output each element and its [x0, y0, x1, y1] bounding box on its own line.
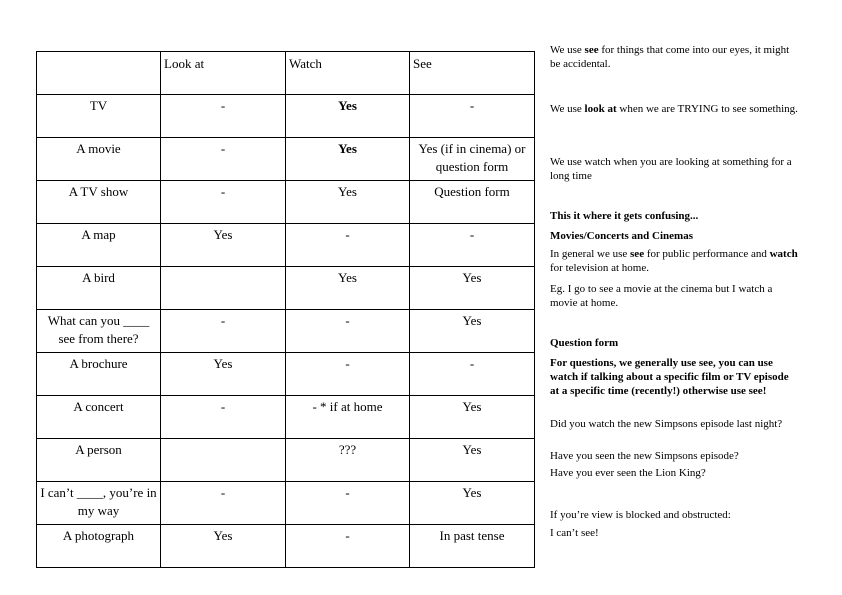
- row-label: A brochure: [37, 353, 161, 396]
- table-row: [37, 439, 535, 482]
- note-blocked: If you’re view is blocked and obstructed:: [550, 509, 731, 521]
- table-row: [37, 525, 535, 568]
- cell-watch: - * if at home: [286, 396, 410, 439]
- cell-look-at: -: [161, 310, 286, 353]
- note-cant-see: I can’t see!: [550, 527, 599, 539]
- cell-watch: Yes: [286, 95, 410, 138]
- table-row: [37, 310, 535, 353]
- question-example-3: Have you ever seen the Lion King?: [550, 467, 706, 479]
- note-text: We use: [550, 44, 585, 56]
- note-text: for things that come into our eyes, it might be accidental.: [550, 44, 790, 70]
- cell-see: In past tense: [410, 525, 535, 568]
- table-row: [37, 181, 535, 224]
- note-question-rule: For questions, we generally use see, you can use watch if talking about a specific film or TV episode at a specific time (recently!) otherwise use see!: [550, 357, 789, 397]
- row-label: A photograph: [37, 525, 161, 568]
- cell-look-at: Yes: [161, 224, 286, 267]
- table-row: [37, 138, 535, 181]
- heading-confusing: This it where it gets confusing...: [550, 210, 699, 222]
- row-label: A bird: [37, 267, 161, 310]
- table-row: [37, 224, 535, 267]
- header-blank: [37, 52, 161, 95]
- cell-see: -: [410, 224, 535, 267]
- cell-watch: Yes: [286, 181, 410, 224]
- note-keyword: look at: [584, 103, 617, 115]
- row-label: A map: [37, 224, 161, 267]
- cell-see: Yes (if in cinema) or question form: [410, 138, 535, 181]
- cell-see: -: [410, 95, 535, 138]
- header-see: See: [410, 52, 535, 95]
- cell-look-at: -: [161, 482, 286, 525]
- cell-see: Yes: [410, 439, 535, 482]
- cell-look-at: Yes: [161, 525, 286, 568]
- table-row: [37, 267, 535, 310]
- note-text: In general we use: [550, 248, 631, 260]
- cell-watch: -: [286, 353, 410, 396]
- cell-watch: -: [286, 482, 410, 525]
- cell-look-at: [161, 439, 286, 482]
- question-example-1: Did you watch the new Simpsons episode last night?: [550, 418, 783, 430]
- cell-see: Yes: [410, 396, 535, 439]
- cell-look-at: Yes: [161, 353, 286, 396]
- row-label: What can you ____ see from there?: [37, 310, 161, 353]
- cell-look-at: -: [161, 95, 286, 138]
- note-example: Eg. I go to see a movie at the cinema but I watch a movie at home.: [550, 283, 773, 309]
- cell-see: Yes: [410, 310, 535, 353]
- heading-movies: Movies/Concerts and Cinemas: [550, 230, 693, 242]
- note-general: [550, 247, 798, 282]
- cell-watch: -: [286, 224, 410, 267]
- cell-watch: ???: [286, 439, 410, 482]
- note-keyword: see: [630, 248, 645, 260]
- note-look-rule: [550, 102, 798, 155]
- cell-watch: -: [286, 310, 410, 353]
- row-label: A concert: [37, 396, 161, 439]
- cell-look-at: [161, 267, 286, 310]
- note-watch-rule: We use watch when you are looking at something for a long time: [550, 156, 792, 182]
- cell-look-at: -: [161, 138, 286, 181]
- table-row: [37, 95, 535, 138]
- cell-watch: Yes: [286, 267, 410, 310]
- table-row: [37, 353, 535, 396]
- note-keyword: see: [584, 44, 599, 56]
- note-text: for television at home.: [550, 262, 649, 274]
- verb-comparison-table: [36, 51, 535, 568]
- cell-look-at: -: [161, 181, 286, 224]
- row-label: I can’t ____, you’re in my way: [37, 482, 161, 525]
- header-row: [37, 52, 535, 95]
- note-text: for public performance and: [644, 248, 770, 260]
- cell-see: Yes: [410, 482, 535, 525]
- cell-watch: Yes: [286, 138, 410, 181]
- cell-see: Question form: [410, 181, 535, 224]
- table-row: [37, 396, 535, 439]
- heading-question-form: Question form: [550, 337, 619, 349]
- question-example-2: Have you seen the new Simpsons episode?: [550, 450, 739, 462]
- cell-look-at: -: [161, 396, 286, 439]
- note-text: when we are TRYING to see something.: [616, 103, 798, 115]
- cell-see: -: [410, 353, 535, 396]
- header-look-at: Look at: [161, 52, 286, 95]
- cell-see: Yes: [410, 267, 535, 310]
- row-label: TV: [37, 95, 161, 138]
- header-watch: Watch: [286, 52, 410, 95]
- table-row: [37, 482, 535, 525]
- note-text: We use: [550, 103, 585, 115]
- row-label: A TV show: [37, 181, 161, 224]
- notes-column: [550, 43, 798, 540]
- cell-watch: -: [286, 525, 410, 568]
- note-see-rule: [550, 43, 798, 102]
- note-keyword: watch: [769, 248, 798, 260]
- row-label: A movie: [37, 138, 161, 181]
- row-label: A person: [37, 439, 161, 482]
